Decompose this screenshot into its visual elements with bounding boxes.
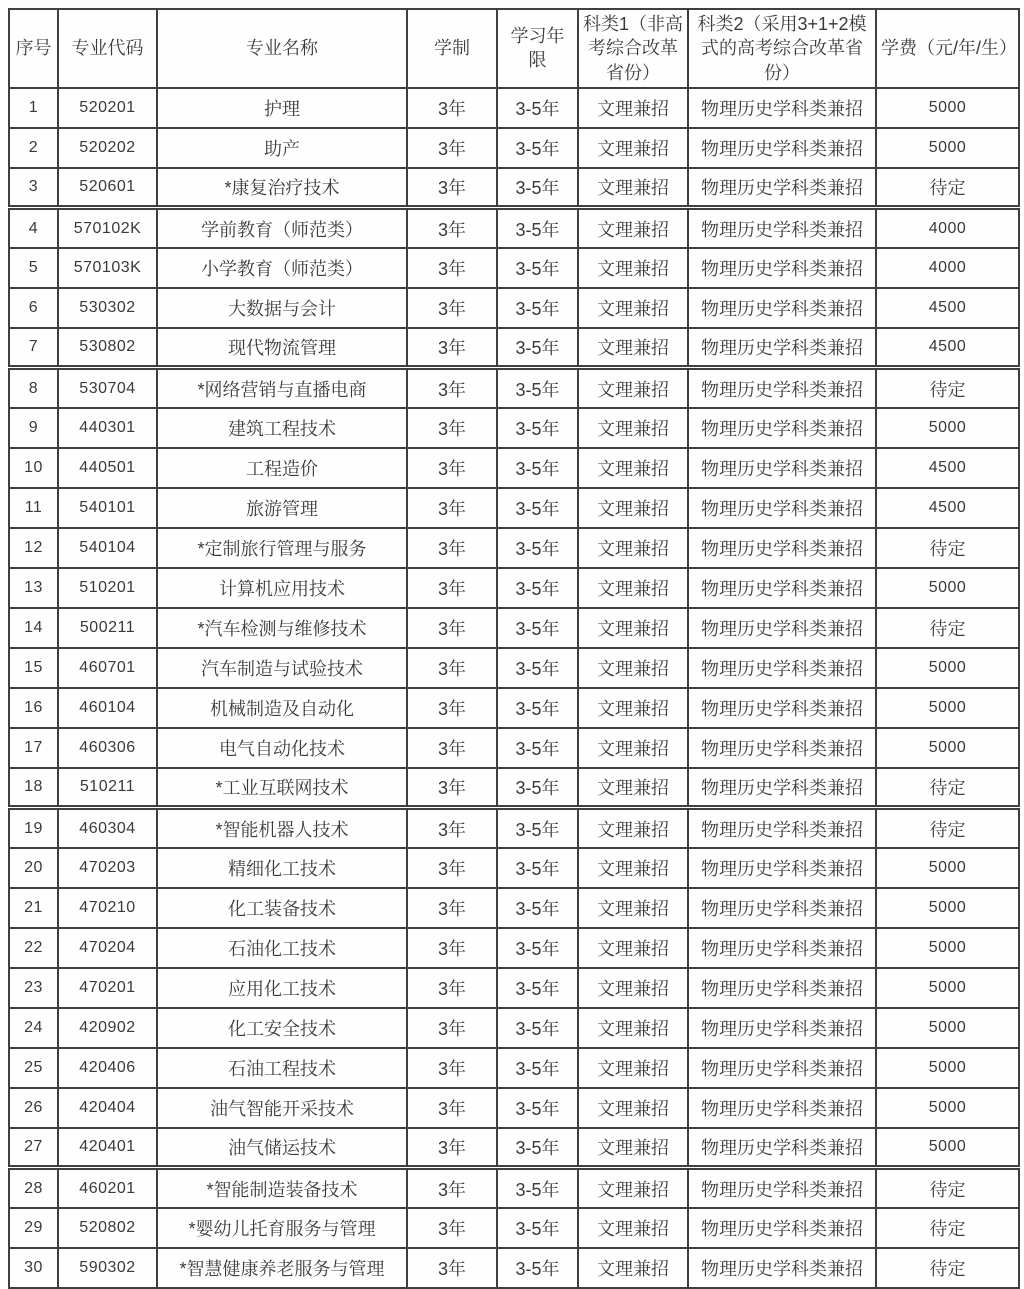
table-row — [9, 728, 1019, 768]
cell-index: 8 — [9, 368, 58, 408]
table-row — [9, 288, 1019, 328]
cell-major-name: 应用化工技术 — [157, 968, 407, 1008]
cell-major-code: 520201 — [58, 88, 157, 128]
table-row — [9, 688, 1019, 728]
cell-major-code: 510211 — [58, 768, 157, 808]
cell-duration: 3年 — [407, 568, 497, 608]
cell-index: 22 — [9, 928, 58, 968]
cell-major-code: 440301 — [58, 408, 157, 448]
cell-duration: 3年 — [407, 1208, 497, 1248]
cell-category2: 物理历史学科类兼招 — [688, 488, 876, 528]
cell-major-name: 精细化工技术 — [157, 848, 407, 888]
cell-duration: 3年 — [407, 488, 497, 528]
col-header-index: 序号 — [9, 9, 58, 88]
table-row — [9, 368, 1019, 408]
table-row — [9, 448, 1019, 488]
cell-index: 5 — [9, 248, 58, 288]
col-header-category1: 科类1（非高考综合改革省份） — [578, 9, 688, 88]
cell-major-code: 470204 — [58, 928, 157, 968]
cell-duration: 3年 — [407, 1008, 497, 1048]
table-row — [9, 1168, 1019, 1208]
col-header-study-years: 学习年限 — [497, 9, 578, 88]
cell-tuition: 待定 — [876, 1248, 1019, 1288]
table-row — [9, 488, 1019, 528]
cell-index: 6 — [9, 288, 58, 328]
cell-category2: 物理历史学科类兼招 — [688, 768, 876, 808]
cell-category1: 文理兼招 — [578, 608, 688, 648]
cell-duration: 3年 — [407, 648, 497, 688]
table-row — [9, 1128, 1019, 1168]
table-row — [9, 968, 1019, 1008]
cell-study-years: 3-5年 — [497, 928, 578, 968]
cell-study-years: 3-5年 — [497, 328, 578, 368]
table-row — [9, 528, 1019, 568]
cell-tuition: 5000 — [876, 848, 1019, 888]
cell-study-years: 3-5年 — [497, 568, 578, 608]
cell-category2: 物理历史学科类兼招 — [688, 568, 876, 608]
cell-category2: 物理历史学科类兼招 — [688, 888, 876, 928]
table-row — [9, 328, 1019, 368]
cell-major-code: 540104 — [58, 528, 157, 568]
cell-category1: 文理兼招 — [578, 1248, 688, 1288]
cell-category1: 文理兼招 — [578, 1088, 688, 1128]
cell-duration: 3年 — [407, 408, 497, 448]
table-row — [9, 128, 1019, 168]
cell-category1: 文理兼招 — [578, 88, 688, 128]
cell-category1: 文理兼招 — [578, 488, 688, 528]
table-row — [9, 928, 1019, 968]
cell-index: 26 — [9, 1088, 58, 1128]
cell-tuition: 5000 — [876, 728, 1019, 768]
cell-category2: 物理历史学科类兼招 — [688, 1208, 876, 1248]
cell-major-code: 460304 — [58, 808, 157, 848]
table-header — [9, 9, 1019, 88]
cell-category1: 文理兼招 — [578, 1008, 688, 1048]
cell-major-code: 460104 — [58, 688, 157, 728]
cell-category2: 物理历史学科类兼招 — [688, 608, 876, 648]
cell-major-code: 510201 — [58, 568, 157, 608]
cell-study-years: 3-5年 — [497, 1048, 578, 1088]
cell-tuition: 5000 — [876, 568, 1019, 608]
cell-major-name: 小学教育（师范类） — [157, 248, 407, 288]
cell-study-years: 3-5年 — [497, 888, 578, 928]
cell-duration: 3年 — [407, 1048, 497, 1088]
cell-index: 28 — [9, 1168, 58, 1208]
cell-tuition: 待定 — [876, 1168, 1019, 1208]
cell-index: 9 — [9, 408, 58, 448]
cell-index: 30 — [9, 1248, 58, 1288]
cell-major-code: 460201 — [58, 1168, 157, 1208]
cell-duration: 3年 — [407, 688, 497, 728]
cell-index: 20 — [9, 848, 58, 888]
cell-index: 19 — [9, 808, 58, 848]
table-row — [9, 1208, 1019, 1248]
cell-category1: 文理兼招 — [578, 848, 688, 888]
cell-study-years: 3-5年 — [497, 1168, 578, 1208]
col-header-category2: 科类2（采用3+1+2模式的高考综合改革省份） — [688, 9, 876, 88]
cell-major-code: 420404 — [58, 1088, 157, 1128]
cell-category2: 物理历史学科类兼招 — [688, 1248, 876, 1288]
cell-category2: 物理历史学科类兼招 — [688, 968, 876, 1008]
cell-study-years: 3-5年 — [497, 248, 578, 288]
cell-major-name: 工程造价 — [157, 448, 407, 488]
cell-duration: 3年 — [407, 1088, 497, 1128]
cell-index: 18 — [9, 768, 58, 808]
cell-study-years: 3-5年 — [497, 1088, 578, 1128]
cell-category2: 物理历史学科类兼招 — [688, 808, 876, 848]
cell-category2: 物理历史学科类兼招 — [688, 1128, 876, 1168]
cell-duration: 3年 — [407, 328, 497, 368]
cell-study-years: 3-5年 — [497, 288, 578, 328]
cell-major-code: 540101 — [58, 488, 157, 528]
cell-tuition: 5000 — [876, 928, 1019, 968]
cell-category2: 物理历史学科类兼招 — [688, 648, 876, 688]
cell-index: 14 — [9, 608, 58, 648]
cell-study-years: 3-5年 — [497, 1208, 578, 1248]
cell-index: 25 — [9, 1048, 58, 1088]
cell-category2: 物理历史学科类兼招 — [688, 208, 876, 248]
cell-category1: 文理兼招 — [578, 728, 688, 768]
cell-tuition: 待定 — [876, 608, 1019, 648]
cell-duration: 3年 — [407, 928, 497, 968]
cell-study-years: 3-5年 — [497, 848, 578, 888]
cell-tuition: 待定 — [876, 768, 1019, 808]
cell-category1: 文理兼招 — [578, 1128, 688, 1168]
cell-tuition: 待定 — [876, 368, 1019, 408]
cell-tuition: 4500 — [876, 288, 1019, 328]
cell-category1: 文理兼招 — [578, 288, 688, 328]
cell-index: 21 — [9, 888, 58, 928]
table-row — [9, 848, 1019, 888]
table-row — [9, 608, 1019, 648]
cell-duration: 3年 — [407, 848, 497, 888]
cell-tuition: 5000 — [876, 648, 1019, 688]
cell-index: 13 — [9, 568, 58, 608]
cell-duration: 3年 — [407, 248, 497, 288]
cell-category2: 物理历史学科类兼招 — [688, 328, 876, 368]
cell-tuition: 5000 — [876, 688, 1019, 728]
cell-category2: 物理历史学科类兼招 — [688, 88, 876, 128]
cell-category2: 物理历史学科类兼招 — [688, 928, 876, 968]
cell-tuition: 4000 — [876, 208, 1019, 248]
cell-index: 7 — [9, 328, 58, 368]
cell-major-name: 油气智能开采技术 — [157, 1088, 407, 1128]
cell-tuition: 5000 — [876, 1128, 1019, 1168]
cell-index: 1 — [9, 88, 58, 128]
cell-study-years: 3-5年 — [497, 408, 578, 448]
cell-tuition: 5000 — [876, 88, 1019, 128]
cell-category2: 物理历史学科类兼招 — [688, 728, 876, 768]
table-row — [9, 888, 1019, 928]
cell-category1: 文理兼招 — [578, 448, 688, 488]
cell-major-name: *智能机器人技术 — [157, 808, 407, 848]
cell-major-name: *婴幼儿托育服务与管理 — [157, 1208, 407, 1248]
cell-major-code: 460701 — [58, 648, 157, 688]
cell-index: 27 — [9, 1128, 58, 1168]
cell-duration: 3年 — [407, 768, 497, 808]
cell-category2: 物理历史学科类兼招 — [688, 1048, 876, 1088]
cell-study-years: 3-5年 — [497, 168, 578, 208]
cell-major-name: *汽车检测与维修技术 — [157, 608, 407, 648]
cell-index: 3 — [9, 168, 58, 208]
cell-category2: 物理历史学科类兼招 — [688, 168, 876, 208]
cell-index: 23 — [9, 968, 58, 1008]
cell-duration: 3年 — [407, 168, 497, 208]
cell-major-code: 470201 — [58, 968, 157, 1008]
cell-major-code: 570103K — [58, 248, 157, 288]
cell-tuition: 5000 — [876, 1008, 1019, 1048]
table-row — [9, 88, 1019, 128]
cell-major-name: *康复治疗技术 — [157, 168, 407, 208]
cell-category2: 物理历史学科类兼招 — [688, 248, 876, 288]
col-header-major-name: 专业名称 — [157, 9, 407, 88]
cell-category1: 文理兼招 — [578, 648, 688, 688]
cell-study-years: 3-5年 — [497, 528, 578, 568]
cell-major-name: 计算机应用技术 — [157, 568, 407, 608]
cell-duration: 3年 — [407, 1128, 497, 1168]
cell-category1: 文理兼招 — [578, 568, 688, 608]
cell-category1: 文理兼招 — [578, 168, 688, 208]
table-row — [9, 808, 1019, 848]
cell-category1: 文理兼招 — [578, 968, 688, 1008]
cell-category2: 物理历史学科类兼招 — [688, 288, 876, 328]
table-row — [9, 208, 1019, 248]
cell-study-years: 3-5年 — [497, 1128, 578, 1168]
cell-major-code: 530704 — [58, 368, 157, 408]
cell-major-name: 护理 — [157, 88, 407, 128]
cell-duration: 3年 — [407, 808, 497, 848]
cell-study-years: 3-5年 — [497, 768, 578, 808]
cell-tuition: 4000 — [876, 248, 1019, 288]
cell-index: 15 — [9, 648, 58, 688]
cell-major-code: 590302 — [58, 1248, 157, 1288]
col-header-major-code: 专业代码 — [58, 9, 157, 88]
cell-study-years: 3-5年 — [497, 208, 578, 248]
cell-study-years: 3-5年 — [497, 448, 578, 488]
cell-major-code: 530302 — [58, 288, 157, 328]
cell-tuition: 待定 — [876, 528, 1019, 568]
cell-major-name: 建筑工程技术 — [157, 408, 407, 448]
table-row — [9, 248, 1019, 288]
cell-tuition: 5000 — [876, 408, 1019, 448]
cell-duration: 3年 — [407, 968, 497, 1008]
cell-tuition: 待定 — [876, 1208, 1019, 1248]
cell-index: 12 — [9, 528, 58, 568]
cell-index: 11 — [9, 488, 58, 528]
cell-duration: 3年 — [407, 448, 497, 488]
cell-duration: 3年 — [407, 88, 497, 128]
cell-category1: 文理兼招 — [578, 688, 688, 728]
cell-duration: 3年 — [407, 128, 497, 168]
cell-major-code: 420902 — [58, 1008, 157, 1048]
cell-major-name: *智能制造装备技术 — [157, 1168, 407, 1208]
cell-category1: 文理兼招 — [578, 248, 688, 288]
col-header-tuition: 学费（元/年/生） — [876, 9, 1019, 88]
table-row — [9, 168, 1019, 208]
cell-category2: 物理历史学科类兼招 — [688, 1008, 876, 1048]
table-row — [9, 1008, 1019, 1048]
cell-category2: 物理历史学科类兼招 — [688, 528, 876, 568]
cell-category1: 文理兼招 — [578, 368, 688, 408]
cell-index: 29 — [9, 1208, 58, 1248]
cell-study-years: 3-5年 — [497, 368, 578, 408]
cell-study-years: 3-5年 — [497, 648, 578, 688]
cell-category2: 物理历史学科类兼招 — [688, 848, 876, 888]
cell-major-code: 520802 — [58, 1208, 157, 1248]
cell-major-name: 机械制造及自动化 — [157, 688, 407, 728]
table-row — [9, 408, 1019, 448]
cell-tuition: 5000 — [876, 1048, 1019, 1088]
cell-tuition: 4500 — [876, 488, 1019, 528]
cell-major-name: 助产 — [157, 128, 407, 168]
cell-tuition: 待定 — [876, 168, 1019, 208]
cell-tuition: 4500 — [876, 328, 1019, 368]
cell-duration: 3年 — [407, 608, 497, 648]
cell-category1: 文理兼招 — [578, 1208, 688, 1248]
cell-tuition: 4500 — [876, 448, 1019, 488]
table-row — [9, 1088, 1019, 1128]
cell-duration: 3年 — [407, 208, 497, 248]
cell-major-code: 530802 — [58, 328, 157, 368]
table-row — [9, 1048, 1019, 1088]
cell-category1: 文理兼招 — [578, 208, 688, 248]
cell-major-code: 520202 — [58, 128, 157, 168]
cell-major-code: 470203 — [58, 848, 157, 888]
cell-duration: 3年 — [407, 368, 497, 408]
cell-study-years: 3-5年 — [497, 968, 578, 1008]
cell-index: 24 — [9, 1008, 58, 1048]
table-row — [9, 568, 1019, 608]
cell-major-name: 现代物流管理 — [157, 328, 407, 368]
cell-major-code: 500211 — [58, 608, 157, 648]
cell-major-name: 石油化工技术 — [157, 928, 407, 968]
cell-index: 17 — [9, 728, 58, 768]
cell-category1: 文理兼招 — [578, 328, 688, 368]
cell-major-name: 化工装备技术 — [157, 888, 407, 928]
cell-category1: 文理兼招 — [578, 128, 688, 168]
cell-category1: 文理兼招 — [578, 928, 688, 968]
cell-major-code: 440501 — [58, 448, 157, 488]
cell-category2: 物理历史学科类兼招 — [688, 448, 876, 488]
cell-index: 16 — [9, 688, 58, 728]
cell-major-code: 460306 — [58, 728, 157, 768]
cell-duration: 3年 — [407, 528, 497, 568]
cell-study-years: 3-5年 — [497, 88, 578, 128]
cell-study-years: 3-5年 — [497, 488, 578, 528]
cell-major-name: 电气自动化技术 — [157, 728, 407, 768]
cell-duration: 3年 — [407, 728, 497, 768]
cell-tuition: 5000 — [876, 968, 1019, 1008]
cell-category1: 文理兼招 — [578, 528, 688, 568]
cell-index: 2 — [9, 128, 58, 168]
cell-major-code: 420406 — [58, 1048, 157, 1088]
table-row — [9, 1248, 1019, 1288]
cell-category2: 物理历史学科类兼招 — [688, 688, 876, 728]
cell-tuition: 5000 — [876, 128, 1019, 168]
cell-category2: 物理历史学科类兼招 — [688, 1088, 876, 1128]
cell-major-name: 大数据与会计 — [157, 288, 407, 328]
cell-category1: 文理兼招 — [578, 408, 688, 448]
cell-study-years: 3-5年 — [497, 808, 578, 848]
cell-major-name: 油气储运技术 — [157, 1128, 407, 1168]
cell-study-years: 3-5年 — [497, 128, 578, 168]
cell-category2: 物理历史学科类兼招 — [688, 368, 876, 408]
table-row — [9, 648, 1019, 688]
cell-major-name: *智慧健康养老服务与管理 — [157, 1248, 407, 1288]
cell-major-name: 石油工程技术 — [157, 1048, 407, 1088]
cell-major-name: *定制旅行管理与服务 — [157, 528, 407, 568]
cell-study-years: 3-5年 — [497, 728, 578, 768]
cell-major-name: *网络营销与直播电商 — [157, 368, 407, 408]
cell-major-code: 570102K — [58, 208, 157, 248]
cell-index: 10 — [9, 448, 58, 488]
cell-category1: 文理兼招 — [578, 888, 688, 928]
cell-category1: 文理兼招 — [578, 768, 688, 808]
cell-category1: 文理兼招 — [578, 1048, 688, 1088]
cell-major-name: *工业互联网技术 — [157, 768, 407, 808]
cell-category2: 物理历史学科类兼招 — [688, 1168, 876, 1208]
cell-study-years: 3-5年 — [497, 608, 578, 648]
cell-tuition: 5000 — [876, 1088, 1019, 1128]
cell-duration: 3年 — [407, 288, 497, 328]
cell-duration: 3年 — [407, 1248, 497, 1288]
cell-duration: 3年 — [407, 1168, 497, 1208]
cell-tuition: 5000 — [876, 888, 1019, 928]
cell-major-name: 汽车制造与试验技术 — [157, 648, 407, 688]
cell-major-code: 470210 — [58, 888, 157, 928]
cell-major-code: 420401 — [58, 1128, 157, 1168]
cell-major-name: 化工安全技术 — [157, 1008, 407, 1048]
header-row — [9, 9, 1019, 88]
majors-table — [8, 8, 1020, 1289]
table-body — [9, 88, 1019, 1288]
cell-major-name: 旅游管理 — [157, 488, 407, 528]
table-row — [9, 768, 1019, 808]
cell-study-years: 3-5年 — [497, 1248, 578, 1288]
cell-study-years: 3-5年 — [497, 688, 578, 728]
cell-study-years: 3-5年 — [497, 1008, 578, 1048]
col-header-duration: 学制 — [407, 9, 497, 88]
cell-duration: 3年 — [407, 888, 497, 928]
cell-major-name: 学前教育（师范类） — [157, 208, 407, 248]
cell-category2: 物理历史学科类兼招 — [688, 408, 876, 448]
cell-tuition: 待定 — [876, 808, 1019, 848]
cell-major-code: 520601 — [58, 168, 157, 208]
cell-category1: 文理兼招 — [578, 1168, 688, 1208]
cell-category1: 文理兼招 — [578, 808, 688, 848]
cell-category2: 物理历史学科类兼招 — [688, 128, 876, 168]
cell-index: 4 — [9, 208, 58, 248]
